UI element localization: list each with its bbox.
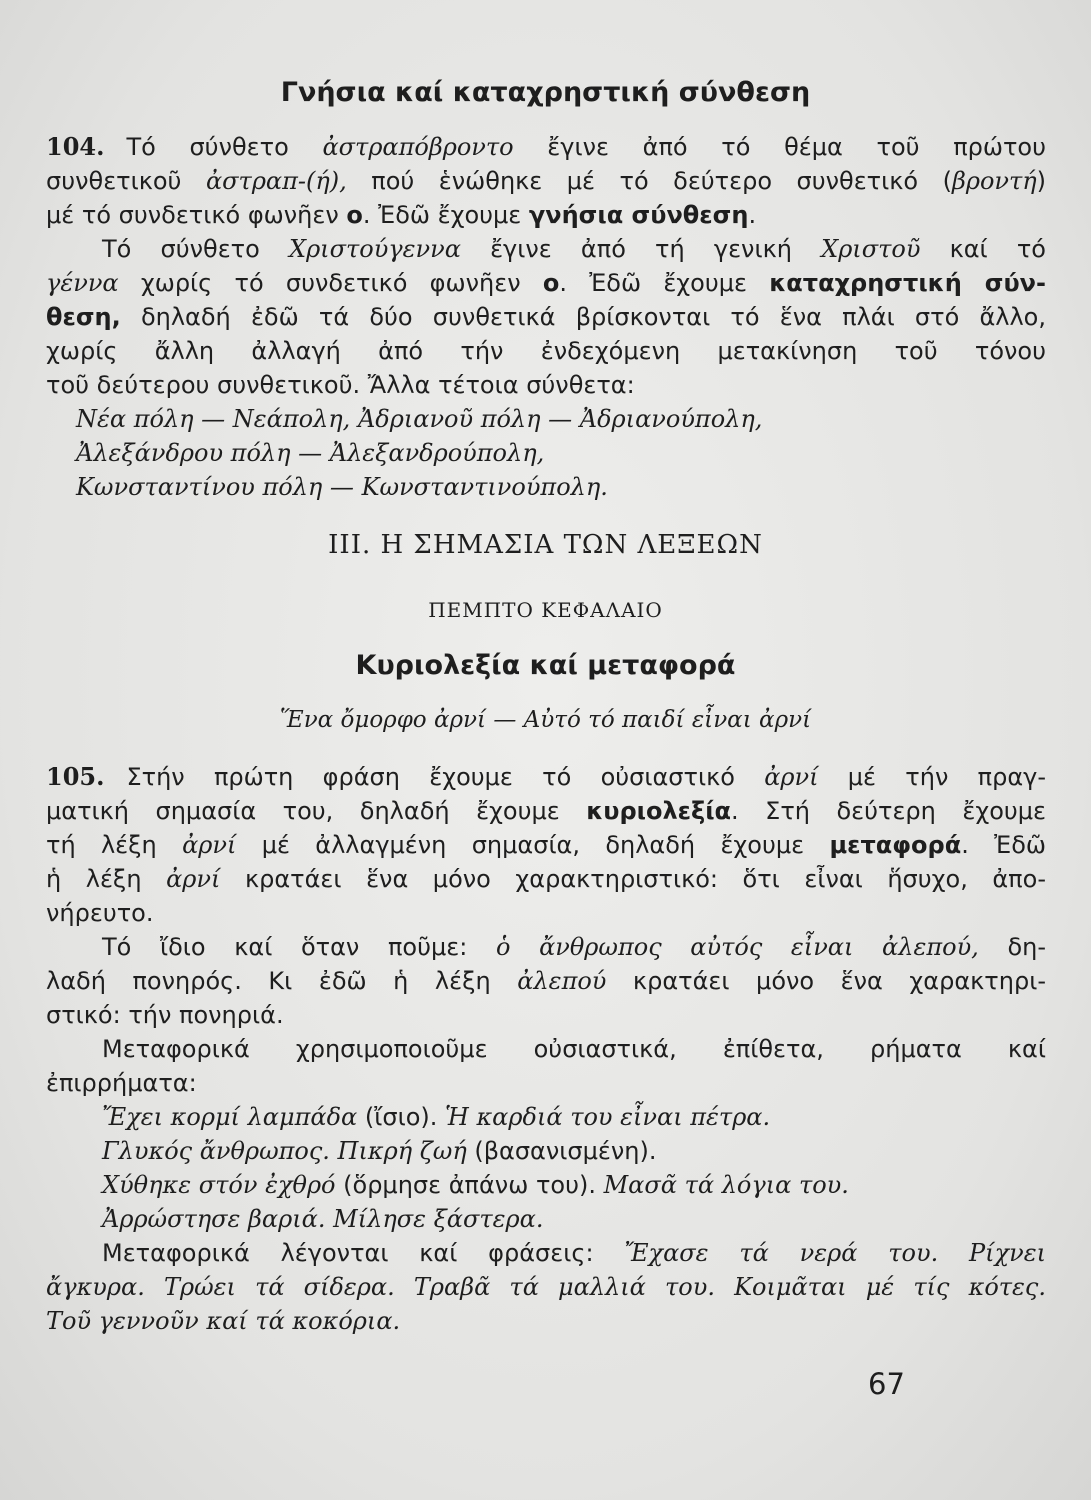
text-line: ματική σημασία του, δηλαδή ἔχουμε κυριολεξία. Στή δεύτερη ἔχουμε: [46, 797, 1046, 825]
text-line: Μεταφορικά χρησιμοποιοῦμε οὐσιαστικά, ἐπίθετα, ρήματα καί: [102, 1035, 1046, 1063]
text-line: Τό σύνθετο Χριστούγεννα ἔγινε ἀπό τή γενική Χριστοῦ καί τό: [102, 235, 1046, 263]
epigraph: Ἕνα ὄμορφο ἀρνί — Αὐτό τό παιδί εἶναι ἀρνί: [279, 707, 812, 733]
text-line: Τό ἴδιο καί ὅταν ποῦμε: ὁ ἄνθρωπος αὐτός εἶναι ἀλεπού, δη-: [102, 933, 1046, 961]
chapter-heading: ΠΕΜΠΤΟ ΚΕΦΑΛΑΙΟ: [428, 598, 663, 622]
text-line: Τοῦ γεννοῦν καί τά κοκόρια.: [46, 1307, 401, 1335]
text-line: 105. Στήν πρώτη φράση ἔχουμε τό οὐσιαστικό ἀρνί μέ τήν πραγ-: [46, 762, 1047, 791]
paragraph-number: 104.: [46, 132, 105, 161]
example-line: Γλυκός ἄνθρωπος. Πικρή ζωή (βασανισμένη).: [102, 1137, 657, 1165]
text-line: συνθετικοῦ ἀστραπ-(ή), πού ἑνώθηκε μέ τό δεύτερο συνθετικό (βροντή): [46, 167, 1047, 195]
text-line: γέννα χωρίς τό συνδετικό φωνῆεν ο. Ἐδῶ ἔχουμε καταχρηστική σύν-: [46, 269, 1046, 297]
text-line: θεση, δηλαδή ἐδῶ τά δύο συνθετικά βρίσκονται τό ἕνα πλάι στό ἄλλο,: [46, 303, 1046, 331]
section-title-literal-metaphor: Κυριολεξία καί μεταφορά: [355, 650, 736, 681]
text-line: χωρίς ἄλλη ἀλλαγή ἀπό τήν ἐνδεχόμενη μετακίνηση τοῦ τόνου: [46, 337, 1046, 365]
text-line: Μεταφορικά λέγονται καί φράσεις: Ἔχασε τά νερά του. Ρίχνει: [102, 1239, 1046, 1267]
text-line: μέ τό συνδετικό φωνῆεν ο. Ἐδῶ ἔχουμε γνήσια σύνθεση.: [46, 201, 757, 229]
page-number: 67: [868, 1367, 905, 1401]
part-heading: ΙΙΙ. Η ΣΗΜΑΣΙΑ ΤΩΝ ΛΕΞΕΩΝ: [328, 530, 763, 560]
paragraph-number: 105.: [46, 762, 105, 791]
text-line: ἐπιρρήματα:: [46, 1069, 197, 1097]
example-line: Ἀρρώστησε βαριά. Μίλησε ξάστερα.: [102, 1205, 544, 1233]
text-line: τοῦ δεύτερου συνθετικοῦ. Ἄλλα τέτοια σύνθετα:: [46, 371, 635, 399]
example-line: Ἀλεξάνδρου πόλη — Ἀλεξανδρούπολη,: [76, 439, 545, 467]
paragraph-105: [46, 760, 1046, 1338]
text-line: ἡ λέξη ἀρνί κρατάει ἕνα μόνο χαρακτηριστικό: ὅτι εἶναι ἥσυχο, ἀπο-: [46, 865, 1046, 893]
text-line: ἄγκυρα. Τρώει τά σίδερα. Τραβᾶ τά μαλλιά του. Κοιμᾶται μέ τίς κότες.: [46, 1273, 1046, 1301]
text-line: λαδή πονηρός. Κι ἐδῶ ἡ λέξη ἀλεπού κρατάει μόνο ἕνα χαρακτηρι-: [46, 967, 1046, 995]
section-title-genuine-compound: Γνήσια καί καταχρηστική σύνθεση: [280, 77, 811, 108]
example-line: Χύθηκε στόν ἐχθρό (ὅρμησε ἀπάνω του). Μασᾶ τά λόγια του.: [102, 1171, 849, 1199]
text-line: στικό: τήν πονηριά.: [46, 1001, 284, 1029]
example-line: Κωνσταντίνου πόλη — Κωνσταντινούπολη.: [76, 473, 608, 501]
example-line: Ἔχει κορμί λαμπάδα (ἴσιο). Ἡ καρδιά του εἶναι πέτρα.: [102, 1103, 771, 1131]
text-line: τή λέξη ἀρνί μέ ἀλλαγμένη σημασία, δηλαδή ἔχουμε μεταφορά. Ἐδῶ: [46, 831, 1046, 859]
example-line: Νέα πόλη — Νεάπολη, Ἀδριανοῦ πόλη — Ἀδριανούπολη,: [76, 405, 763, 433]
text-line: νήρευτο.: [46, 899, 154, 927]
text-line: 104. Τό σύνθετο ἀστραπόβροντο ἔγινε ἀπό τό θέμα τοῦ πρώτου: [46, 132, 1046, 161]
paragraph-104: [46, 130, 1046, 504]
